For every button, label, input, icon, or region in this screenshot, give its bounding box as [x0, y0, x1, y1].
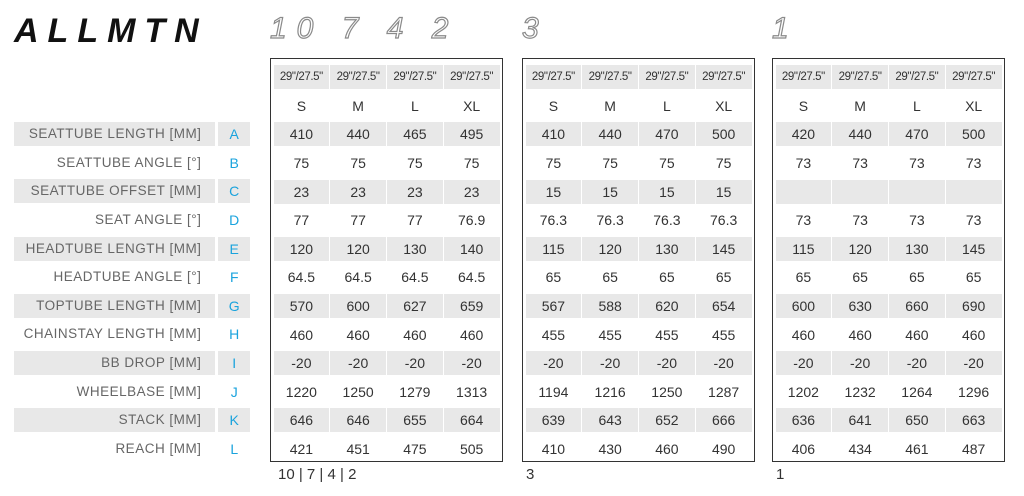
wheel-size-cell: 29"/27.5"	[889, 65, 945, 89]
value-cell: -20	[832, 351, 888, 375]
table-row	[525, 349, 752, 378]
spec-letter: B	[229, 154, 239, 171]
value-cell: 440	[832, 122, 888, 146]
value-cell: 490	[711, 441, 736, 458]
value-cell: 430	[598, 441, 622, 458]
value-cell: 120	[274, 237, 330, 261]
value-cell: 460	[848, 326, 872, 343]
table-row	[775, 206, 1002, 235]
value-cell	[832, 180, 888, 204]
value-cell: 451	[346, 441, 370, 458]
value-cell: 73	[909, 212, 925, 229]
table-row	[525, 149, 752, 178]
spec-letter: L	[230, 440, 239, 457]
spec-label: CHAINSTAY LENGTH [MM]	[23, 326, 202, 342]
value-cell: 1232	[844, 383, 876, 400]
value-cell: -20	[526, 351, 582, 375]
value-cell: -20	[330, 351, 386, 375]
table-row	[273, 349, 500, 378]
value-cell: 420	[776, 122, 832, 146]
value-cell: 120	[330, 237, 386, 261]
spec-label: HEADTUBE LENGTH [MM]	[14, 237, 215, 261]
frame-size-cell: S	[296, 97, 307, 114]
table-row	[273, 378, 500, 407]
table-row	[525, 292, 752, 321]
value-cell: 130	[889, 237, 945, 261]
table-row	[775, 177, 1002, 206]
value-cell: 660	[889, 294, 945, 318]
value-cell: 65	[602, 269, 618, 286]
value-cell: 663	[946, 408, 1002, 432]
value-cell: -20	[946, 351, 1002, 375]
value-cell: 115	[776, 237, 832, 261]
value-cell: 65	[965, 269, 982, 286]
value-cell: 460	[289, 326, 314, 343]
table-row	[525, 435, 752, 464]
value-cell: 410	[541, 441, 566, 458]
value-cell: 75	[715, 155, 732, 172]
value-cell: 64.5	[344, 269, 372, 286]
value-cell: 15	[639, 180, 695, 204]
value-cell	[776, 180, 832, 204]
value-cell: 76.3	[596, 212, 624, 229]
table-row	[775, 120, 1002, 149]
spec-letter: C	[218, 179, 250, 203]
group-header-3: 3	[522, 12, 549, 45]
value-cell: 500	[696, 122, 752, 146]
value-cell: 73	[852, 212, 868, 229]
table-row	[273, 292, 500, 321]
value-cell: 460	[403, 326, 427, 343]
value-cell: 646	[330, 408, 386, 432]
value-cell: 434	[848, 441, 872, 458]
value-cell: 23	[330, 180, 386, 204]
value-cell: 115	[526, 237, 582, 261]
spec-label: SEAT ANGLE [°]	[95, 212, 202, 228]
spec-row-label	[14, 320, 250, 349]
spec-row-label	[14, 120, 250, 149]
value-cell: 1220	[285, 383, 317, 400]
value-cell: 440	[582, 122, 638, 146]
value-cell: 65	[852, 269, 868, 286]
spec-letter: H	[229, 326, 240, 343]
frame-size-cell: XL	[965, 97, 983, 114]
value-cell: 505	[459, 441, 484, 458]
value-cell: 23	[274, 180, 330, 204]
wheel-size-cell: 29"/27.5"	[330, 65, 386, 89]
spec-letter: F	[229, 269, 239, 286]
value-cell: 487	[961, 441, 986, 458]
table-row	[775, 235, 1002, 264]
value-cell: 460	[791, 326, 816, 343]
table-row	[525, 263, 752, 292]
value-cell: 654	[696, 294, 752, 318]
value-cell: 1296	[958, 383, 990, 400]
spec-label: SEATTUBE LENGTH [MM]	[14, 122, 215, 146]
value-cell: 470	[639, 122, 695, 146]
value-cell: 639	[526, 408, 582, 432]
spec-letter: J	[230, 383, 238, 400]
value-cell: 664	[444, 408, 500, 432]
spec-row-label	[14, 149, 250, 178]
table-row	[775, 292, 1002, 321]
value-cell: 1313	[456, 383, 488, 400]
frame-size-row	[525, 92, 752, 121]
value-cell: 650	[889, 408, 945, 432]
value-cell: 64.5	[401, 269, 429, 286]
value-cell: 455	[711, 326, 736, 343]
value-cell: 690	[946, 294, 1002, 318]
spec-label: SEATTUBE OFFSET [MM]	[14, 179, 215, 203]
value-cell: 120	[832, 237, 888, 261]
value-cell: 77	[407, 212, 423, 229]
geometry-table-3	[522, 58, 755, 462]
value-cell: 1250	[651, 383, 683, 400]
value-cell: 495	[444, 122, 500, 146]
table-row	[525, 120, 752, 149]
group-header-1: 1	[772, 12, 799, 45]
value-cell: 73	[795, 212, 812, 229]
wheel-size-cell: 29"/27.5"	[526, 65, 582, 89]
value-cell: 75	[545, 155, 562, 172]
value-cell: 627	[387, 294, 443, 318]
wheel-size-cell: 29"/27.5"	[776, 65, 832, 89]
table-row	[775, 435, 1002, 464]
value-cell: 460	[459, 326, 484, 343]
frame-size-cell: L	[662, 97, 671, 114]
table-row	[273, 320, 500, 349]
value-cell: 406	[791, 441, 816, 458]
frame-size-row	[775, 92, 1002, 121]
spec-label: STACK [MM]	[14, 408, 215, 432]
value-cell: 655	[387, 408, 443, 432]
value-cell: 77	[293, 212, 310, 229]
table-row	[775, 263, 1002, 292]
spec-row-label	[14, 349, 250, 378]
group-footer-3: 3	[526, 466, 535, 483]
value-cell: 76.3	[710, 212, 738, 229]
spec-row-label	[14, 234, 250, 263]
value-cell: 460	[346, 326, 370, 343]
value-cell: 64.5	[287, 269, 315, 286]
value-cell: 460	[961, 326, 986, 343]
wheel-size-cell: 29"/27.5"	[696, 65, 752, 89]
frame-size-row	[273, 92, 500, 121]
value-cell: 465	[387, 122, 443, 146]
value-cell: 460	[905, 326, 929, 343]
value-cell: 75	[602, 155, 618, 172]
wheel-size-cell: 29"/27.5"	[444, 65, 500, 89]
group-header-10-7-4-2: 10 7 4 2	[270, 12, 459, 45]
value-cell: 73	[965, 155, 982, 172]
value-cell: 65	[715, 269, 732, 286]
value-cell	[946, 180, 1002, 204]
wheel-size-cell: 29"/27.5"	[582, 65, 638, 89]
value-cell: 23	[444, 180, 500, 204]
group-footer-10-7-4-2: 10 | 7 | 4 | 2	[278, 466, 357, 483]
value-cell: 455	[598, 326, 622, 343]
value-cell: 15	[526, 180, 582, 204]
table-row	[525, 406, 752, 435]
value-cell: 1250	[342, 383, 374, 400]
brand-logo: ALLMTN	[14, 12, 208, 50]
table-row	[273, 206, 500, 235]
value-cell: 76.3	[653, 212, 681, 229]
table-row	[775, 349, 1002, 378]
value-cell: 145	[946, 237, 1002, 261]
value-cell: 120	[582, 237, 638, 261]
value-cell: 65	[795, 269, 812, 286]
table-row	[273, 235, 500, 264]
value-cell: 641	[832, 408, 888, 432]
frame-size-cell: M	[854, 97, 866, 114]
frame-size-cell: M	[604, 97, 616, 114]
value-cell: -20	[387, 351, 443, 375]
table-row	[525, 320, 752, 349]
spec-label: SEATTUBE ANGLE [°]	[56, 154, 202, 170]
spec-letter: G	[218, 294, 250, 318]
table-row	[525, 235, 752, 264]
table-row	[525, 378, 752, 407]
value-cell: 588	[582, 294, 638, 318]
value-cell: 646	[274, 408, 330, 432]
table-row	[775, 406, 1002, 435]
spec-row-label	[14, 206, 250, 235]
value-cell: 1287	[708, 383, 740, 400]
value-cell	[889, 180, 945, 204]
table-row	[775, 378, 1002, 407]
wheel-size-cell: 29"/27.5"	[274, 65, 330, 89]
spec-row-label	[14, 263, 250, 292]
value-cell: 410	[526, 122, 582, 146]
value-cell: -20	[444, 351, 500, 375]
value-cell: -20	[639, 351, 695, 375]
spec-row-label	[14, 406, 250, 435]
table-row	[273, 406, 500, 435]
spec-letter: D	[229, 212, 240, 229]
spec-letter: I	[218, 351, 250, 375]
table-row	[525, 177, 752, 206]
spec-row-label	[14, 177, 250, 206]
value-cell: 75	[293, 155, 310, 172]
value-cell: 1194	[538, 383, 569, 400]
value-cell: 140	[444, 237, 500, 261]
value-cell: 567	[526, 294, 582, 318]
wheel-size-row	[775, 63, 1002, 92]
value-cell: 65	[545, 269, 562, 286]
value-cell: 455	[541, 326, 566, 343]
value-cell: 73	[965, 212, 982, 229]
value-cell: 145	[696, 237, 752, 261]
value-cell: 73	[852, 155, 868, 172]
wheel-size-cell: 29"/27.5"	[832, 65, 888, 89]
value-cell: 76.9	[458, 212, 486, 229]
table-row	[525, 206, 752, 235]
value-cell: 440	[330, 122, 386, 146]
value-cell: 64.5	[458, 269, 486, 286]
value-cell: 23	[387, 180, 443, 204]
value-cell: 15	[696, 180, 752, 204]
table-row	[273, 263, 500, 292]
value-cell: 73	[795, 155, 812, 172]
spec-letter: E	[218, 237, 250, 261]
value-cell: 643	[582, 408, 638, 432]
wheel-size-cell: 29"/27.5"	[639, 65, 695, 89]
table-row	[273, 435, 500, 464]
table-row	[273, 120, 500, 149]
spec-letter: K	[218, 408, 250, 432]
spec-label: BB DROP [MM]	[14, 351, 215, 375]
value-cell: 73	[909, 155, 925, 172]
value-cell: 455	[655, 326, 679, 343]
spec-label: REACH [MM]	[115, 440, 202, 456]
value-cell: 421	[289, 441, 314, 458]
geometry-table-1	[772, 58, 1005, 462]
value-cell: 630	[832, 294, 888, 318]
value-cell: 130	[387, 237, 443, 261]
value-cell: 75	[350, 155, 366, 172]
value-cell: 652	[639, 408, 695, 432]
value-cell: 75	[407, 155, 423, 172]
wheel-size-cell: 29"/27.5"	[946, 65, 1002, 89]
value-cell: -20	[889, 351, 945, 375]
frame-size-cell: L	[912, 97, 921, 114]
spec-row-label	[14, 377, 250, 406]
value-cell: 461	[905, 441, 929, 458]
wheel-size-cell: 29"/27.5"	[387, 65, 443, 89]
table-row	[273, 149, 500, 178]
frame-size-cell: M	[352, 97, 364, 114]
value-cell: 500	[946, 122, 1002, 146]
value-cell: -20	[776, 351, 832, 375]
value-cell: 1216	[594, 383, 626, 400]
value-cell: 65	[659, 269, 675, 286]
value-cell: 666	[696, 408, 752, 432]
value-cell: 600	[330, 294, 386, 318]
value-cell: 1279	[399, 383, 431, 400]
spec-label: WHEELBASE [MM]	[76, 383, 202, 399]
value-cell: 77	[350, 212, 366, 229]
spec-label: TOPTUBE LENGTH [MM]	[14, 294, 215, 318]
table-row	[273, 177, 500, 206]
value-cell: 130	[639, 237, 695, 261]
value-cell: 470	[889, 122, 945, 146]
group-footer-1: 1	[776, 466, 785, 483]
value-cell: -20	[582, 351, 638, 375]
wheel-size-row	[525, 63, 752, 92]
spec-label: HEADTUBE ANGLE [°]	[53, 269, 202, 285]
value-cell: 636	[776, 408, 832, 432]
spec-letter: A	[218, 122, 250, 146]
value-cell: 410	[274, 122, 330, 146]
value-cell: 620	[639, 294, 695, 318]
value-cell: 65	[909, 269, 925, 286]
value-cell: 75	[463, 155, 480, 172]
value-cell: -20	[696, 351, 752, 375]
value-cell: 1202	[787, 383, 819, 400]
frame-size-cell: L	[410, 97, 419, 114]
value-cell: 570	[274, 294, 330, 318]
frame-size-cell: S	[798, 97, 809, 114]
table-row	[775, 149, 1002, 178]
wheel-size-row	[273, 63, 500, 92]
value-cell: -20	[274, 351, 330, 375]
value-cell: 15	[582, 180, 638, 204]
frame-size-cell: XL	[715, 97, 733, 114]
value-cell: 460	[655, 441, 679, 458]
frame-size-cell: S	[548, 97, 559, 114]
geometry-table-10-7-4-2	[270, 58, 503, 462]
value-cell: 76.3	[539, 212, 567, 229]
value-cell: 600	[776, 294, 832, 318]
row-labels	[14, 120, 250, 463]
table-row	[775, 320, 1002, 349]
value-cell: 1264	[901, 383, 933, 400]
value-cell: 659	[444, 294, 500, 318]
spec-row-label	[14, 292, 250, 321]
value-cell: 475	[403, 441, 427, 458]
frame-size-cell: XL	[463, 97, 481, 114]
spec-row-label	[14, 435, 250, 464]
value-cell: 75	[659, 155, 675, 172]
